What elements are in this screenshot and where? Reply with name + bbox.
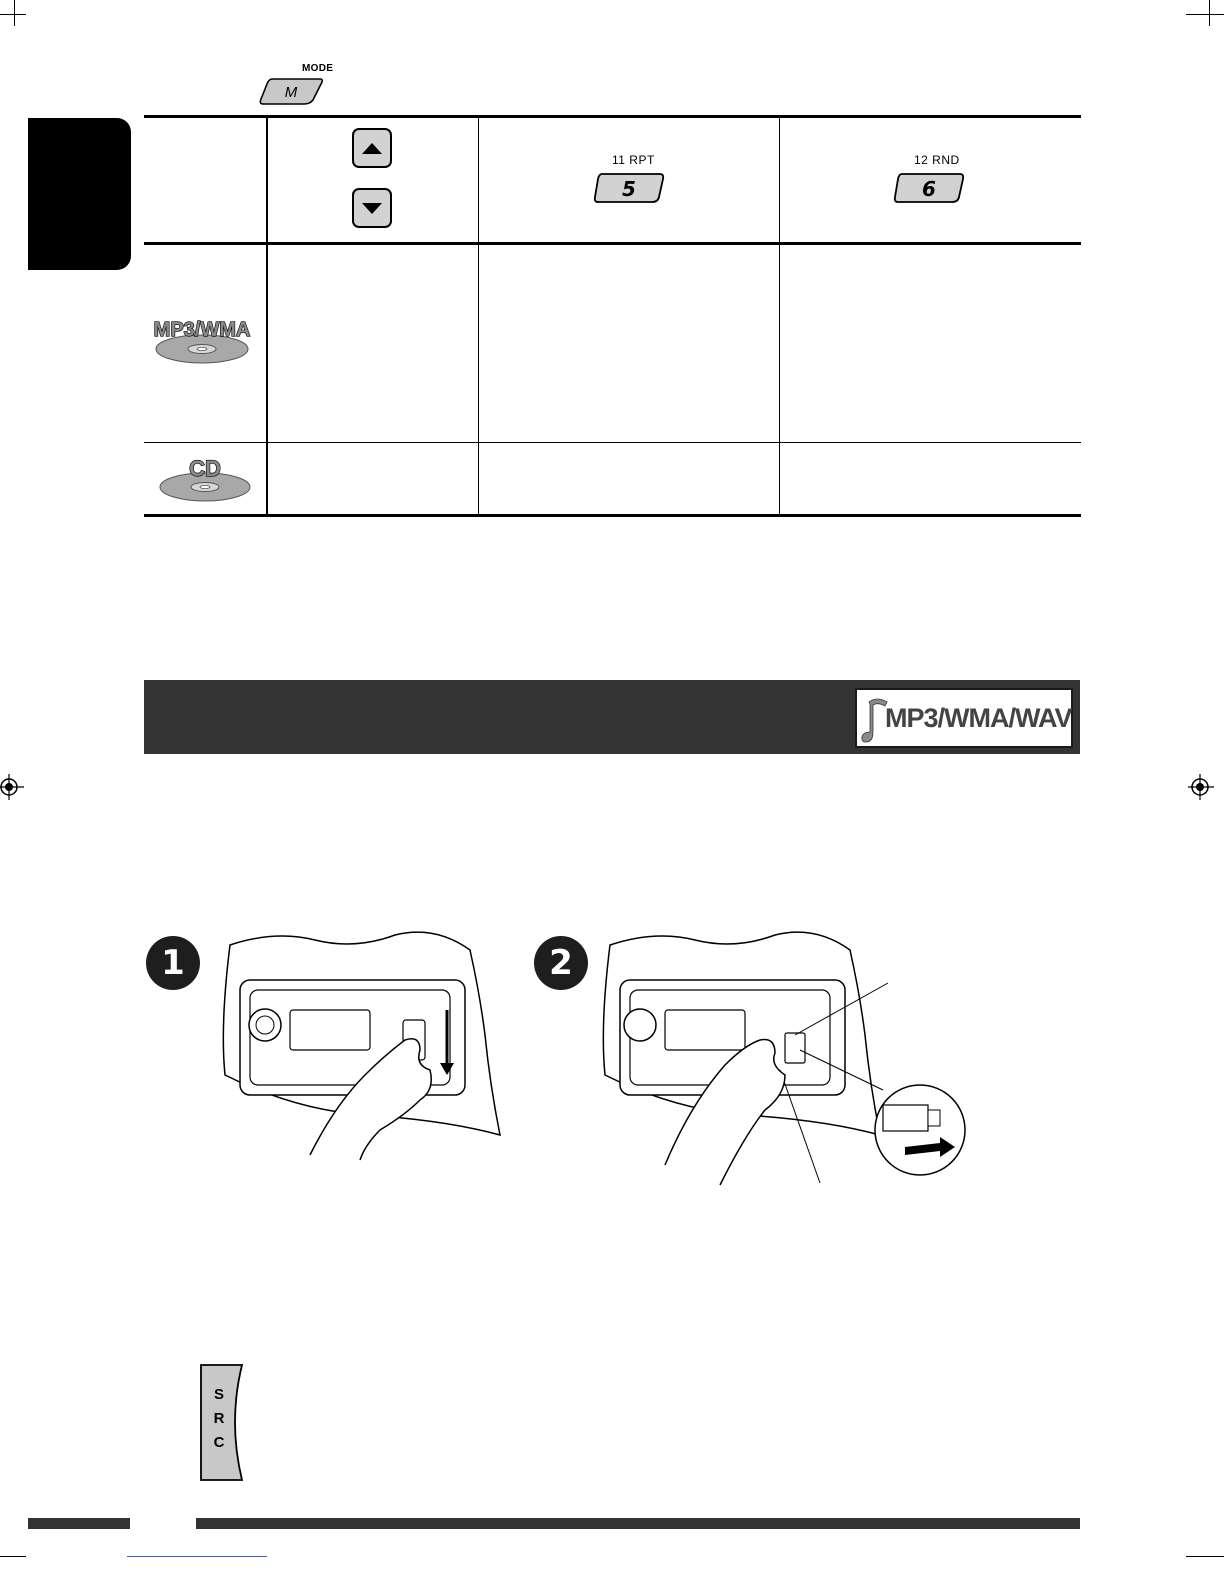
src-letter-r: R bbox=[213, 1410, 225, 1427]
registration-mark-icon bbox=[1186, 772, 1216, 802]
footer-link-underline bbox=[127, 1556, 267, 1557]
format-badge bbox=[855, 688, 1073, 748]
src-letter-c: C bbox=[213, 1434, 225, 1451]
up-arrow-icon bbox=[354, 130, 390, 166]
table-column-rule bbox=[779, 116, 780, 516]
src-button[interactable] bbox=[198, 1362, 248, 1484]
table-row-rule bbox=[144, 442, 1081, 443]
repeat-caption: 11 RPT bbox=[612, 153, 655, 167]
registration-mark-icon bbox=[0, 772, 26, 802]
crop-mark bbox=[1186, 1556, 1224, 1557]
step-1-badge: 1 bbox=[146, 936, 200, 990]
down-arrow-icon bbox=[354, 190, 390, 226]
footer-bar-left bbox=[28, 1518, 130, 1529]
cd-disc-icon bbox=[155, 452, 255, 504]
footer-bar-right bbox=[196, 1518, 1080, 1529]
crop-mark bbox=[0, 14, 26, 15]
table-column-rule bbox=[266, 116, 268, 516]
random-button-label: 6 bbox=[922, 177, 936, 201]
cd-disc-label: CD bbox=[189, 456, 221, 481]
src-letter-s: S bbox=[213, 1386, 225, 1403]
language-tab bbox=[28, 118, 131, 270]
detach-panel-illustration bbox=[215, 925, 505, 1165]
table-column-rule bbox=[478, 116, 479, 516]
crop-mark bbox=[14, 0, 15, 26]
crop-mark bbox=[1186, 14, 1224, 15]
table-top-rule bbox=[144, 115, 1081, 118]
mode-caption: MODE bbox=[302, 63, 334, 74]
mode-button[interactable] bbox=[258, 76, 324, 106]
repeat-button[interactable] bbox=[592, 171, 666, 205]
crop-mark bbox=[0, 1556, 26, 1557]
table-header-rule bbox=[144, 242, 1081, 245]
format-badge-label: MP3/WMA/WAV bbox=[885, 703, 1072, 733]
mp3-wma-disc-label: MP3/WMA bbox=[153, 319, 251, 341]
random-button[interactable] bbox=[892, 171, 966, 205]
step-2-badge: 2 bbox=[534, 936, 588, 990]
repeat-button-label: 5 bbox=[622, 177, 636, 201]
down-button[interactable] bbox=[352, 188, 392, 228]
mode-button-label: M bbox=[284, 84, 298, 101]
random-caption: 12 RND bbox=[914, 153, 960, 167]
up-button[interactable] bbox=[352, 128, 392, 168]
insert-usb-illustration bbox=[595, 925, 975, 1195]
crop-mark bbox=[1209, 0, 1210, 26]
mp3-wma-disc-icon bbox=[152, 312, 256, 366]
table-bottom-rule bbox=[144, 514, 1081, 517]
